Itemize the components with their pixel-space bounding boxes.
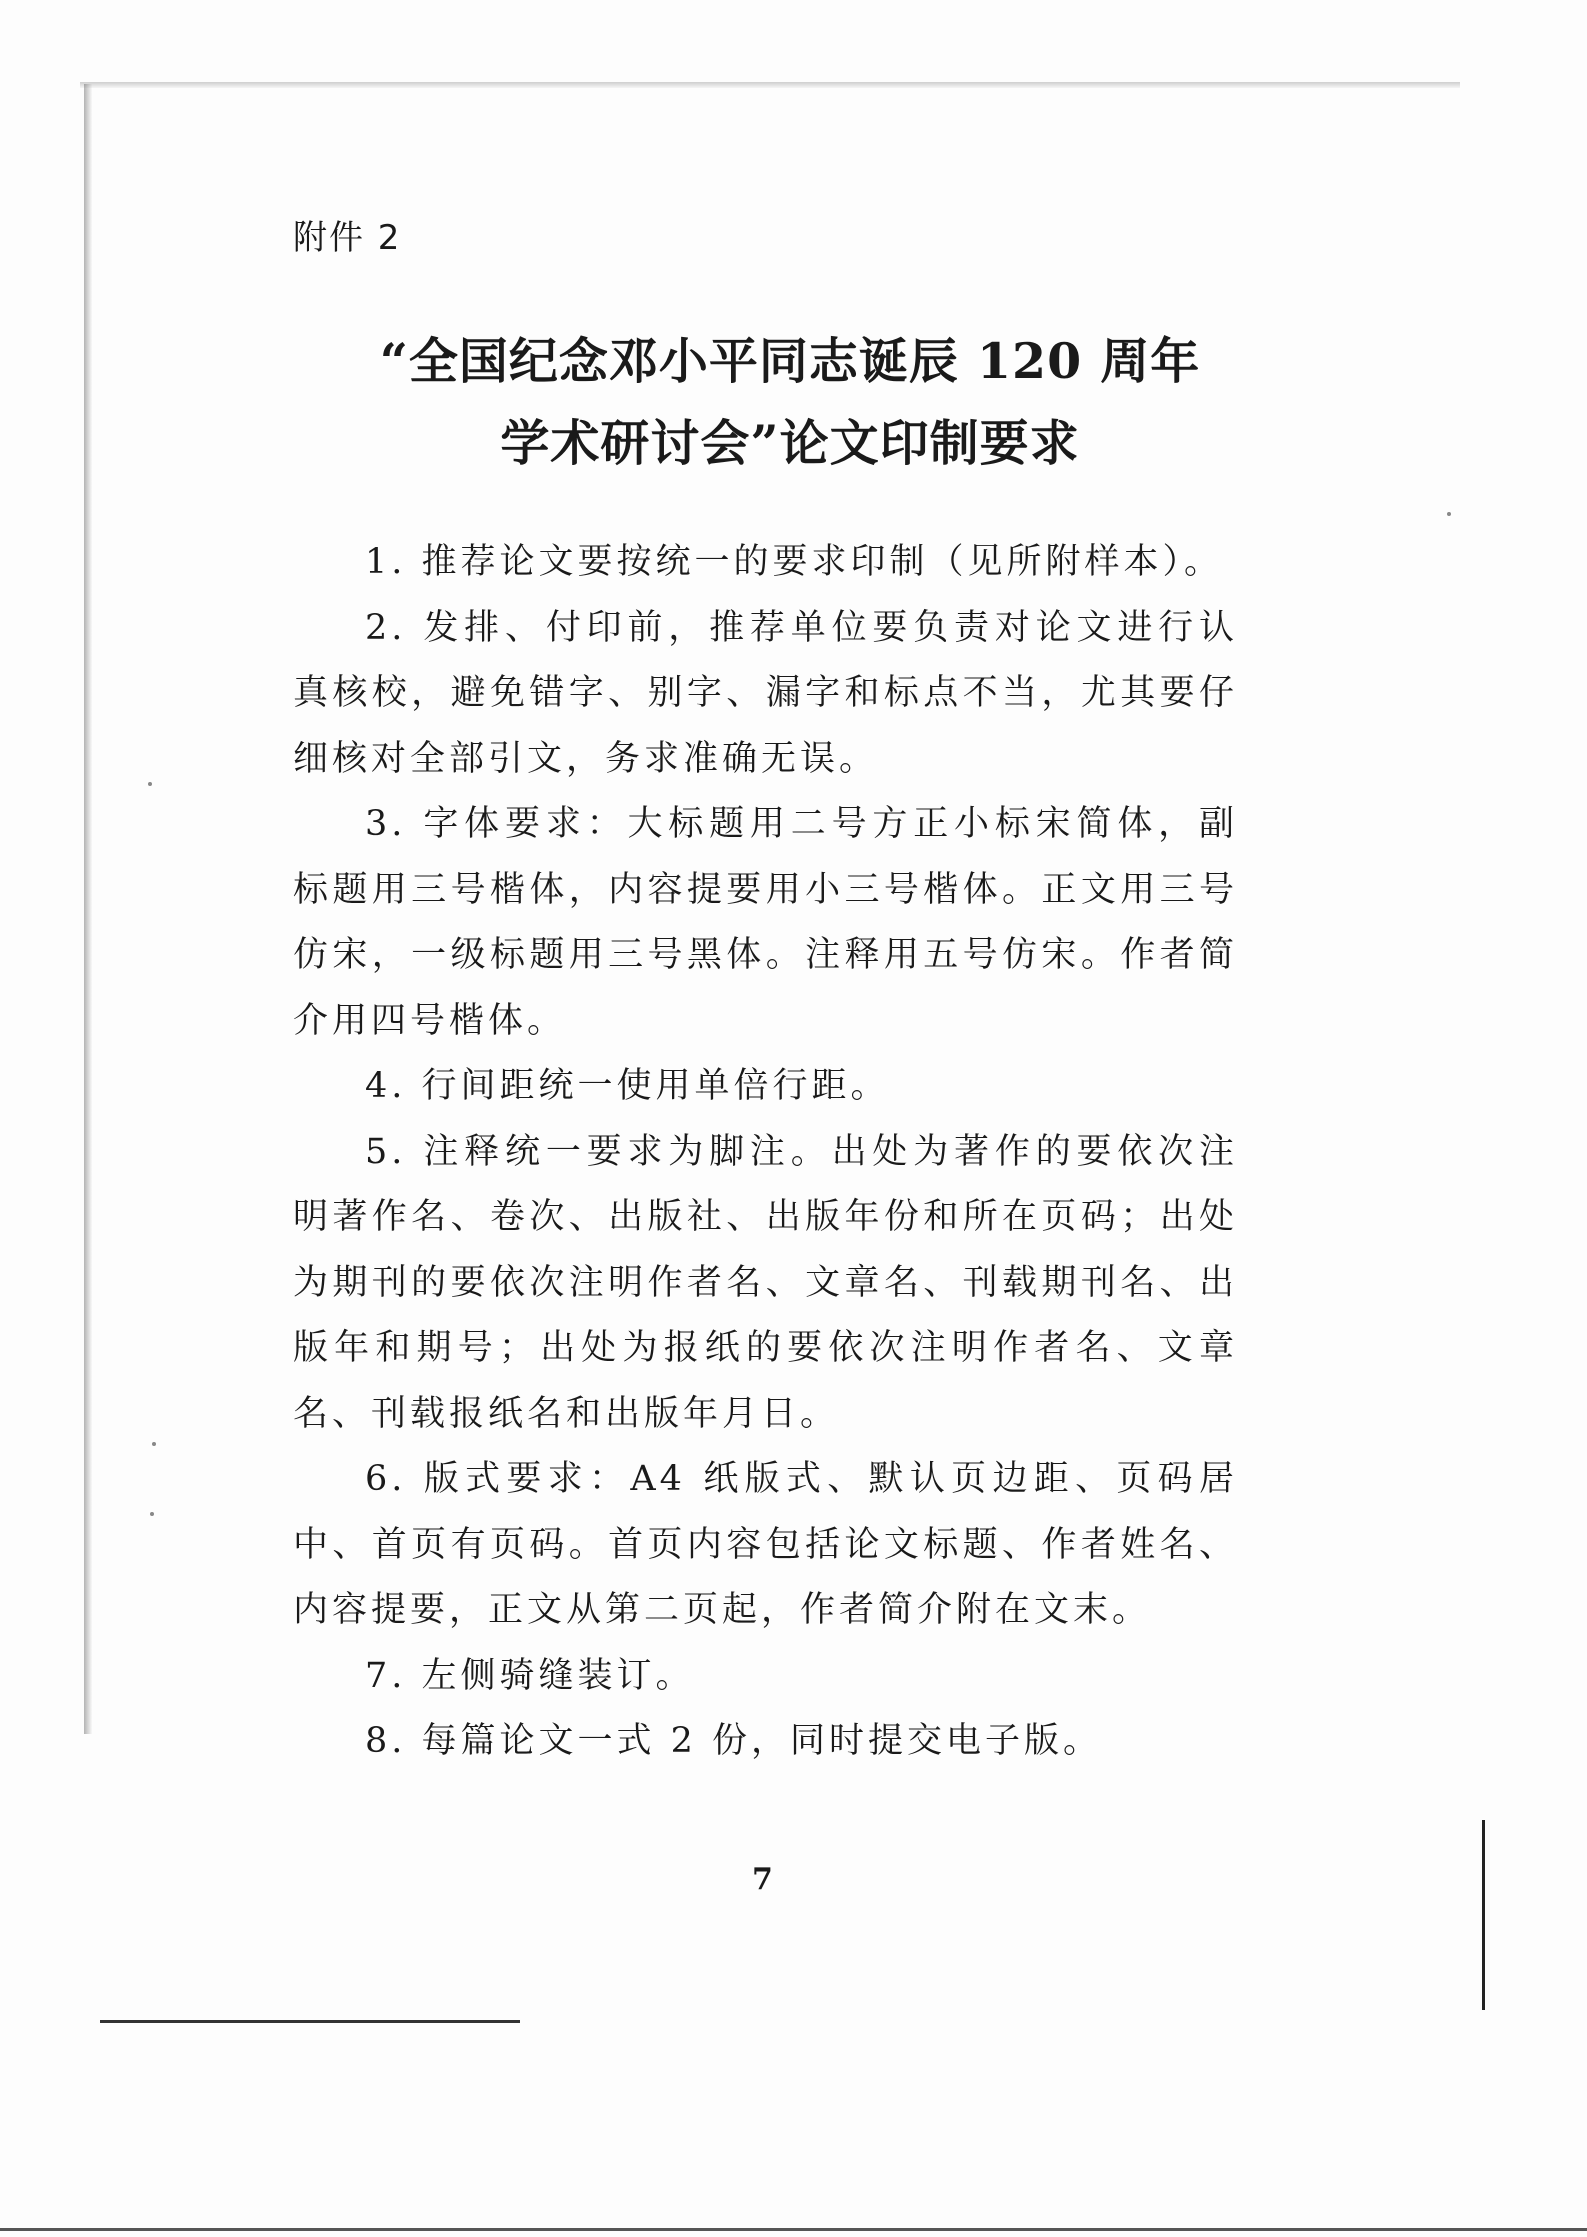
requirement-item-1: 1. 推荐论文要按统一的要求印制（见所附样本）。: [365, 542, 1224, 582]
scan-speck: [148, 782, 152, 786]
requirement-item-7: 7. 左侧骑缝装订。: [365, 1655, 695, 1696]
scan-top-edge: [80, 82, 1460, 88]
page-number: 7: [752, 1862, 773, 1897]
scan-bottom-line: [100, 2020, 520, 2023]
scan-speck: [152, 1442, 156, 1446]
requirement-item-5: 5. 注释统一要求为脚注。出处为著作的要依次注明著作名、卷次、出版社、出版年份和所在页码；出处为期刊的要依次注明作者名、文章名、刊载期刊名、出版年和期号；出处为报纸的要依次注明作者名、文章名、刊载报纸名和出版年月日。: [293, 1131, 1238, 1434]
requirements-list: [293, 530, 1238, 1775]
title-line-1: “全国纪念邓小平同志诞辰 120 周年: [379, 332, 1201, 390]
attachment-label: 附件 2: [293, 218, 402, 258]
requirement-item-3: 3. 字体要求：大标题用二号方正小标宋简体，副标题用三号楷体，内容提要用小三号楷体。正文用三号仿宋，一级标题用三号黑体。注释用五号仿宋。作者简介用四号楷体。: [293, 804, 1238, 1041]
title-line-2: 学术研讨会”论文印制要求: [500, 414, 1080, 472]
scan-left-edge: [84, 84, 92, 1734]
scan-right-edge: [1482, 1820, 1485, 2010]
requirement-item-2: 2. 发排、付印前，推荐单位要负责对论文进行认真核校，避免错字、别字、漏字和标点不当，尤其要仔细核对全部引文，务求准确无误。: [293, 607, 1238, 779]
scan-footer-line: [0, 2228, 1587, 2231]
requirement-item-4: 4. 行间距统一使用单倍行距。: [365, 1066, 890, 1106]
requirement-item-6: 6. 版式要求：A4 纸版式、默认页边距、页码居中、首页有页码。首页内容包括论文标题、作者姓名、内容提要，正文从第二页起，作者简介附在文末。: [293, 1459, 1238, 1630]
document-title: [200, 320, 1380, 484]
requirement-item-8: 8. 每篇论文一式 2 份，同时提交电子版。: [365, 1721, 1103, 1761]
scan-speck: [1447, 512, 1451, 516]
scan-speck: [150, 1512, 154, 1516]
